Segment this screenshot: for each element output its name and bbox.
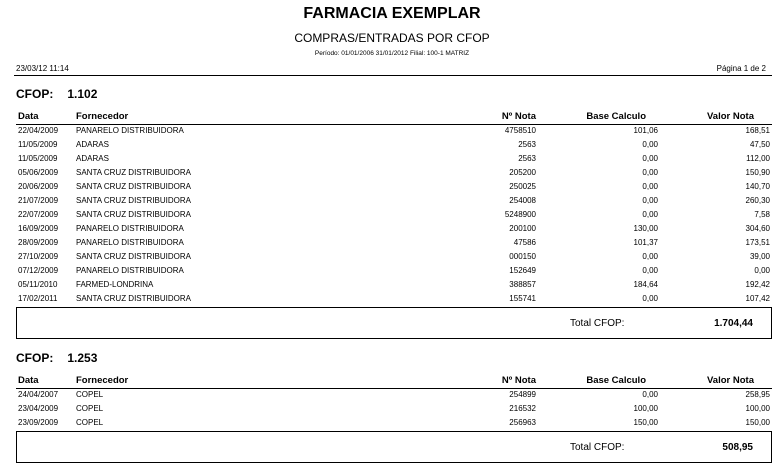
cell-valor: 7,58 bbox=[754, 210, 770, 219]
cell-nota: 2563 bbox=[518, 140, 536, 149]
cell-nota: 2563 bbox=[518, 154, 536, 163]
cell-data: 17/02/2011 bbox=[18, 294, 58, 303]
table-row bbox=[16, 139, 772, 153]
cell-valor: 0,00 bbox=[754, 266, 770, 275]
cell-fornecedor: SANTA CRUZ DISTRIBUIDORA bbox=[76, 294, 191, 303]
cell-data: 27/10/2009 bbox=[18, 252, 59, 261]
cell-data: 05/11/2010 bbox=[18, 280, 58, 289]
col-data: Data bbox=[18, 111, 39, 122]
report-subtitle: COMPRAS/ENTRADAS POR CFOP bbox=[294, 31, 490, 45]
cell-nota: 205200 bbox=[509, 168, 536, 177]
cell-valor: 107,42 bbox=[745, 294, 770, 303]
cell-data: 23/09/2009 bbox=[18, 418, 59, 427]
cell-fornecedor: PANARELO DISTRIBUIDORA bbox=[76, 266, 184, 275]
cell-base: 0,00 bbox=[642, 154, 658, 163]
cell-data: 20/06/2009 bbox=[18, 182, 59, 191]
print-date: 23/03/12 11:14 bbox=[16, 64, 69, 73]
cell-valor: 112,00 bbox=[746, 154, 770, 163]
cell-base: 101,06 bbox=[633, 126, 658, 135]
cell-valor: 150,90 bbox=[745, 168, 770, 177]
table-row bbox=[16, 403, 772, 417]
cell-fornecedor: PANARELO DISTRIBUIDORA bbox=[76, 238, 184, 247]
col-fornecedor: Fornecedor bbox=[76, 375, 129, 386]
cell-base: 0,00 bbox=[642, 390, 658, 399]
header-divider bbox=[14, 75, 772, 76]
total-value: 1.704,44 bbox=[714, 318, 753, 329]
total-label: Total CFOP: bbox=[570, 318, 625, 329]
cell-fornecedor: SANTA CRUZ DISTRIBUIDORA bbox=[76, 182, 191, 191]
cell-valor: 39,00 bbox=[749, 252, 770, 261]
cell-base: 0,00 bbox=[642, 252, 658, 261]
report-title: FARMACIA EXEMPLAR bbox=[303, 5, 481, 22]
cell-valor: 304,60 bbox=[745, 224, 770, 233]
cell-valor: 168,51 bbox=[745, 126, 770, 135]
cfop-group-2 bbox=[16, 348, 772, 463]
cell-fornecedor: PANARELO DISTRIBUIDORA bbox=[76, 224, 184, 233]
total-box bbox=[16, 307, 772, 339]
cell-valor: 173,51 bbox=[745, 238, 770, 247]
cell-base: 0,00 bbox=[642, 182, 658, 191]
cell-fornecedor: ADARAS bbox=[76, 154, 109, 163]
cell-fornecedor: COPEL bbox=[76, 390, 104, 399]
table-row bbox=[16, 251, 772, 265]
cfop-label: CFOP: bbox=[16, 87, 54, 101]
cell-data: 24/04/2007 bbox=[18, 390, 59, 399]
cfop-group-1 bbox=[16, 84, 772, 339]
cell-data: 21/07/2009 bbox=[18, 196, 59, 205]
table-row bbox=[16, 223, 772, 237]
cell-fornecedor: SANTA CRUZ DISTRIBUIDORA bbox=[76, 196, 191, 205]
table-body bbox=[16, 125, 772, 307]
cell-base: 100,00 bbox=[633, 404, 658, 413]
cell-nota: 200100 bbox=[509, 224, 536, 233]
table-row bbox=[16, 181, 772, 195]
cell-nota: 388857 bbox=[509, 280, 536, 289]
table-header bbox=[16, 374, 772, 388]
cell-nota: 250025 bbox=[509, 182, 536, 191]
table-row bbox=[16, 125, 772, 139]
table-body bbox=[16, 389, 772, 431]
cell-base: 130,00 bbox=[633, 224, 658, 233]
table-row bbox=[16, 389, 772, 403]
cell-nota: 155741 bbox=[509, 294, 536, 303]
cell-base: 0,00 bbox=[642, 196, 658, 205]
cfop-code: 1.102 bbox=[67, 87, 98, 101]
cfop-code: 1.253 bbox=[67, 351, 98, 365]
col-fornecedor: Fornecedor bbox=[76, 111, 129, 122]
cell-nota: 000150 bbox=[509, 252, 536, 261]
total-label: Total CFOP: bbox=[570, 442, 625, 453]
col-nota: Nº Nota bbox=[501, 375, 536, 386]
cell-data: 28/09/2009 bbox=[18, 238, 59, 247]
cell-data: 23/04/2009 bbox=[18, 404, 59, 413]
cell-nota: 47586 bbox=[513, 238, 536, 247]
cell-base: 0,00 bbox=[642, 294, 658, 303]
cfop-heading bbox=[16, 348, 772, 368]
col-base: Base Calculo bbox=[586, 375, 646, 386]
table-row bbox=[16, 293, 772, 307]
report-period: Período: 01/01/2006 31/01/2012 Filial: 100-1 MATRIZ bbox=[314, 50, 470, 57]
cell-data: 22/04/2009 bbox=[18, 126, 59, 135]
cell-data: 11/05/2009 bbox=[18, 154, 58, 163]
table-row bbox=[16, 265, 772, 279]
cell-fornecedor: SANTA CRUZ DISTRIBUIDORA bbox=[76, 168, 191, 177]
cell-valor: 192,42 bbox=[745, 280, 770, 289]
cell-base: 0,00 bbox=[642, 210, 658, 219]
table-row bbox=[16, 237, 772, 251]
cell-nota: 5248900 bbox=[504, 210, 536, 219]
col-data: Data bbox=[18, 375, 39, 386]
cfop-label: CFOP: bbox=[16, 351, 54, 365]
cell-nota: 216532 bbox=[509, 404, 536, 413]
col-valor: Valor Nota bbox=[707, 375, 754, 386]
cell-valor: 140,70 bbox=[745, 182, 770, 191]
cell-valor: 100,00 bbox=[745, 404, 770, 413]
table-row bbox=[16, 195, 772, 209]
cell-valor: 260,30 bbox=[745, 196, 770, 205]
table-row bbox=[16, 279, 772, 293]
cell-nota: 254899 bbox=[509, 390, 536, 399]
table-row bbox=[16, 153, 772, 167]
cell-nota: 254008 bbox=[509, 196, 536, 205]
cell-base: 101,37 bbox=[633, 238, 658, 247]
cell-nota: 152649 bbox=[509, 266, 536, 275]
cell-fornecedor: FARMED-LONDRINA bbox=[76, 280, 154, 289]
cell-base: 184,64 bbox=[633, 280, 658, 289]
table-row bbox=[16, 167, 772, 181]
cell-fornecedor: PANARELO DISTRIBUIDORA bbox=[76, 126, 184, 135]
col-nota: Nº Nota bbox=[501, 111, 536, 122]
cell-data: 16/09/2009 bbox=[18, 224, 59, 233]
page-info: Página 1 de 2 bbox=[716, 64, 766, 73]
cell-valor: 150,00 bbox=[745, 418, 770, 427]
total-value: 508,95 bbox=[722, 442, 753, 453]
total-box bbox=[16, 431, 772, 463]
cell-data: 22/07/2009 bbox=[18, 210, 59, 219]
cell-nota: 256963 bbox=[509, 418, 536, 427]
cell-valor: 258,95 bbox=[745, 390, 770, 399]
cell-fornecedor: SANTA CRUZ DISTRIBUIDORA bbox=[76, 252, 191, 261]
table-row bbox=[16, 417, 772, 431]
cfop-heading bbox=[16, 84, 772, 104]
cell-base: 0,00 bbox=[642, 140, 658, 149]
cell-fornecedor: COPEL bbox=[76, 404, 104, 413]
cell-valor: 47,50 bbox=[749, 140, 770, 149]
table-row bbox=[16, 209, 772, 223]
cell-data: 05/06/2009 bbox=[18, 168, 59, 177]
cell-base: 0,00 bbox=[642, 168, 658, 177]
cell-fornecedor: ADARAS bbox=[76, 140, 109, 149]
cell-data: 11/05/2009 bbox=[18, 140, 58, 149]
col-valor: Valor Nota bbox=[707, 111, 754, 122]
col-base: Base Calculo bbox=[586, 111, 646, 122]
cell-fornecedor: SANTA CRUZ DISTRIBUIDORA bbox=[76, 210, 191, 219]
table-header bbox=[16, 110, 772, 124]
cell-base: 150,00 bbox=[633, 418, 658, 427]
cell-fornecedor: COPEL bbox=[76, 418, 104, 427]
cell-base: 0,00 bbox=[642, 266, 658, 275]
cell-data: 07/12/2009 bbox=[18, 266, 59, 275]
cell-nota: 4758510 bbox=[504, 126, 536, 135]
